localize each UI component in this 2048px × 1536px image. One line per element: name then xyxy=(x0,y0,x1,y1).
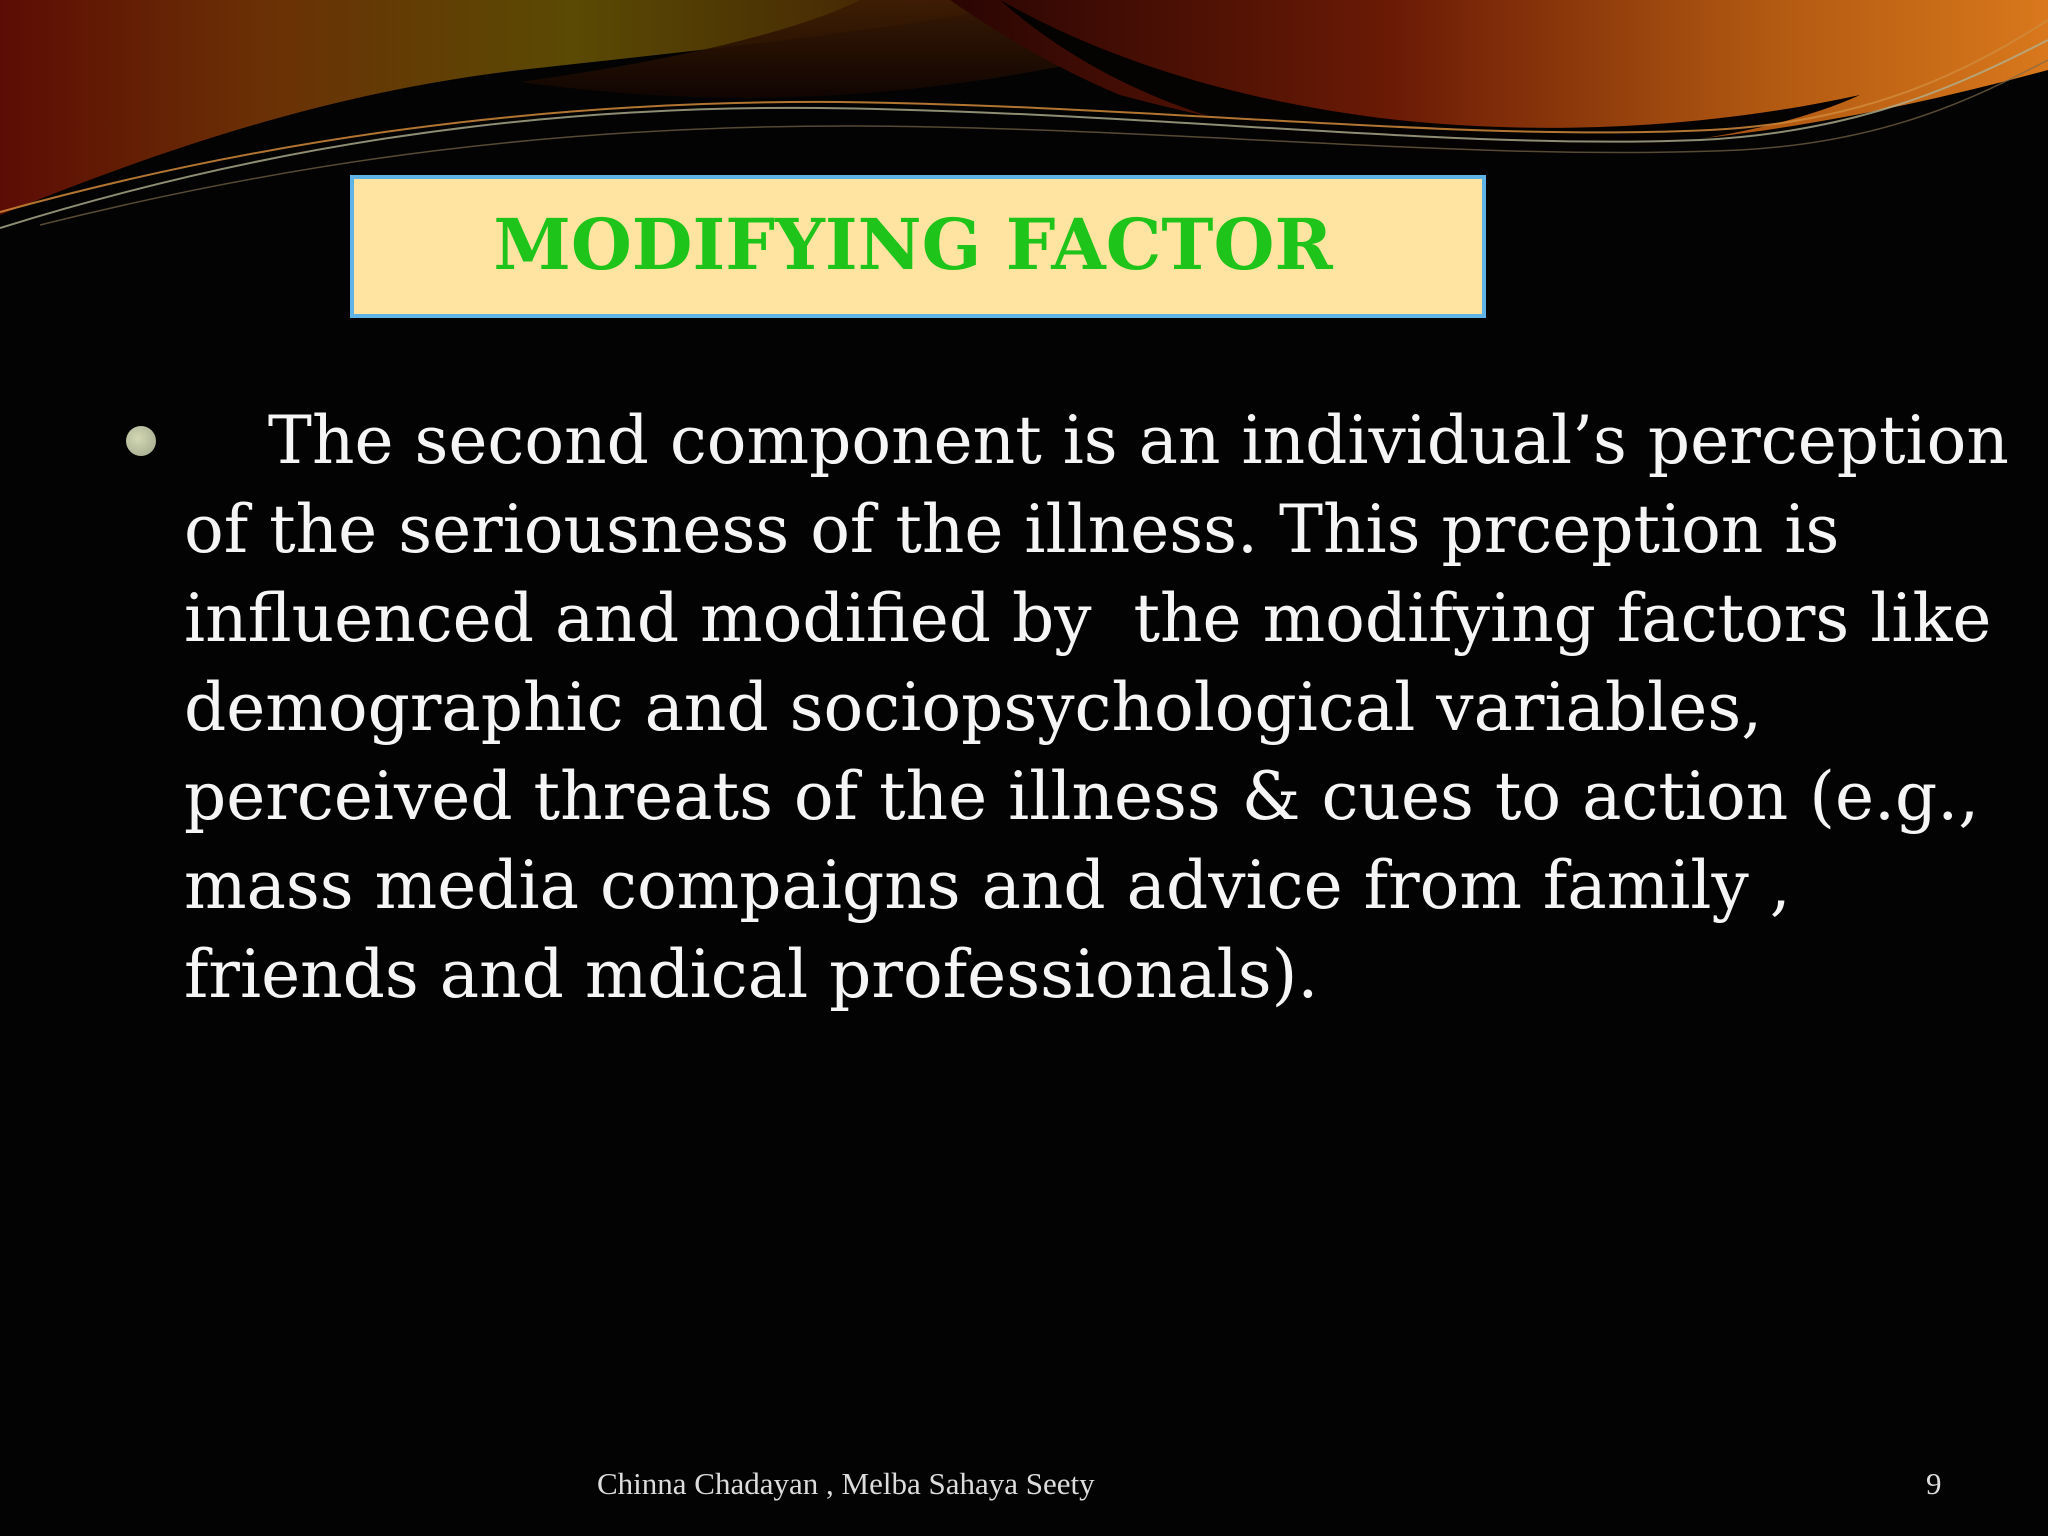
bullet-point-icon xyxy=(126,426,156,456)
page-number: 9 xyxy=(1926,1466,1942,1501)
body-paragraph xyxy=(184,396,2009,1019)
body-line: of the seriousness of the illness. This prception is xyxy=(184,491,1840,568)
body-line: influenced and modified by the modifying factors like xyxy=(184,580,1992,657)
slide-title: MODIFYING FACTOR xyxy=(493,203,1333,286)
body-line: demographic and sociopsychological variables, xyxy=(184,669,1763,746)
title-box xyxy=(350,175,1486,318)
body-line: The second component is an individual’s perception xyxy=(184,402,2009,479)
footer-author: Chinna Chadayan , Melba Sahaya Seety xyxy=(597,1466,1095,1501)
body-line: perceived threats of the illness & cues to action (e.g., xyxy=(184,758,1980,835)
body-line: mass media compaigns and advice from family , xyxy=(184,847,1791,924)
body-line: friends and mdical professionals). xyxy=(184,936,1319,1013)
